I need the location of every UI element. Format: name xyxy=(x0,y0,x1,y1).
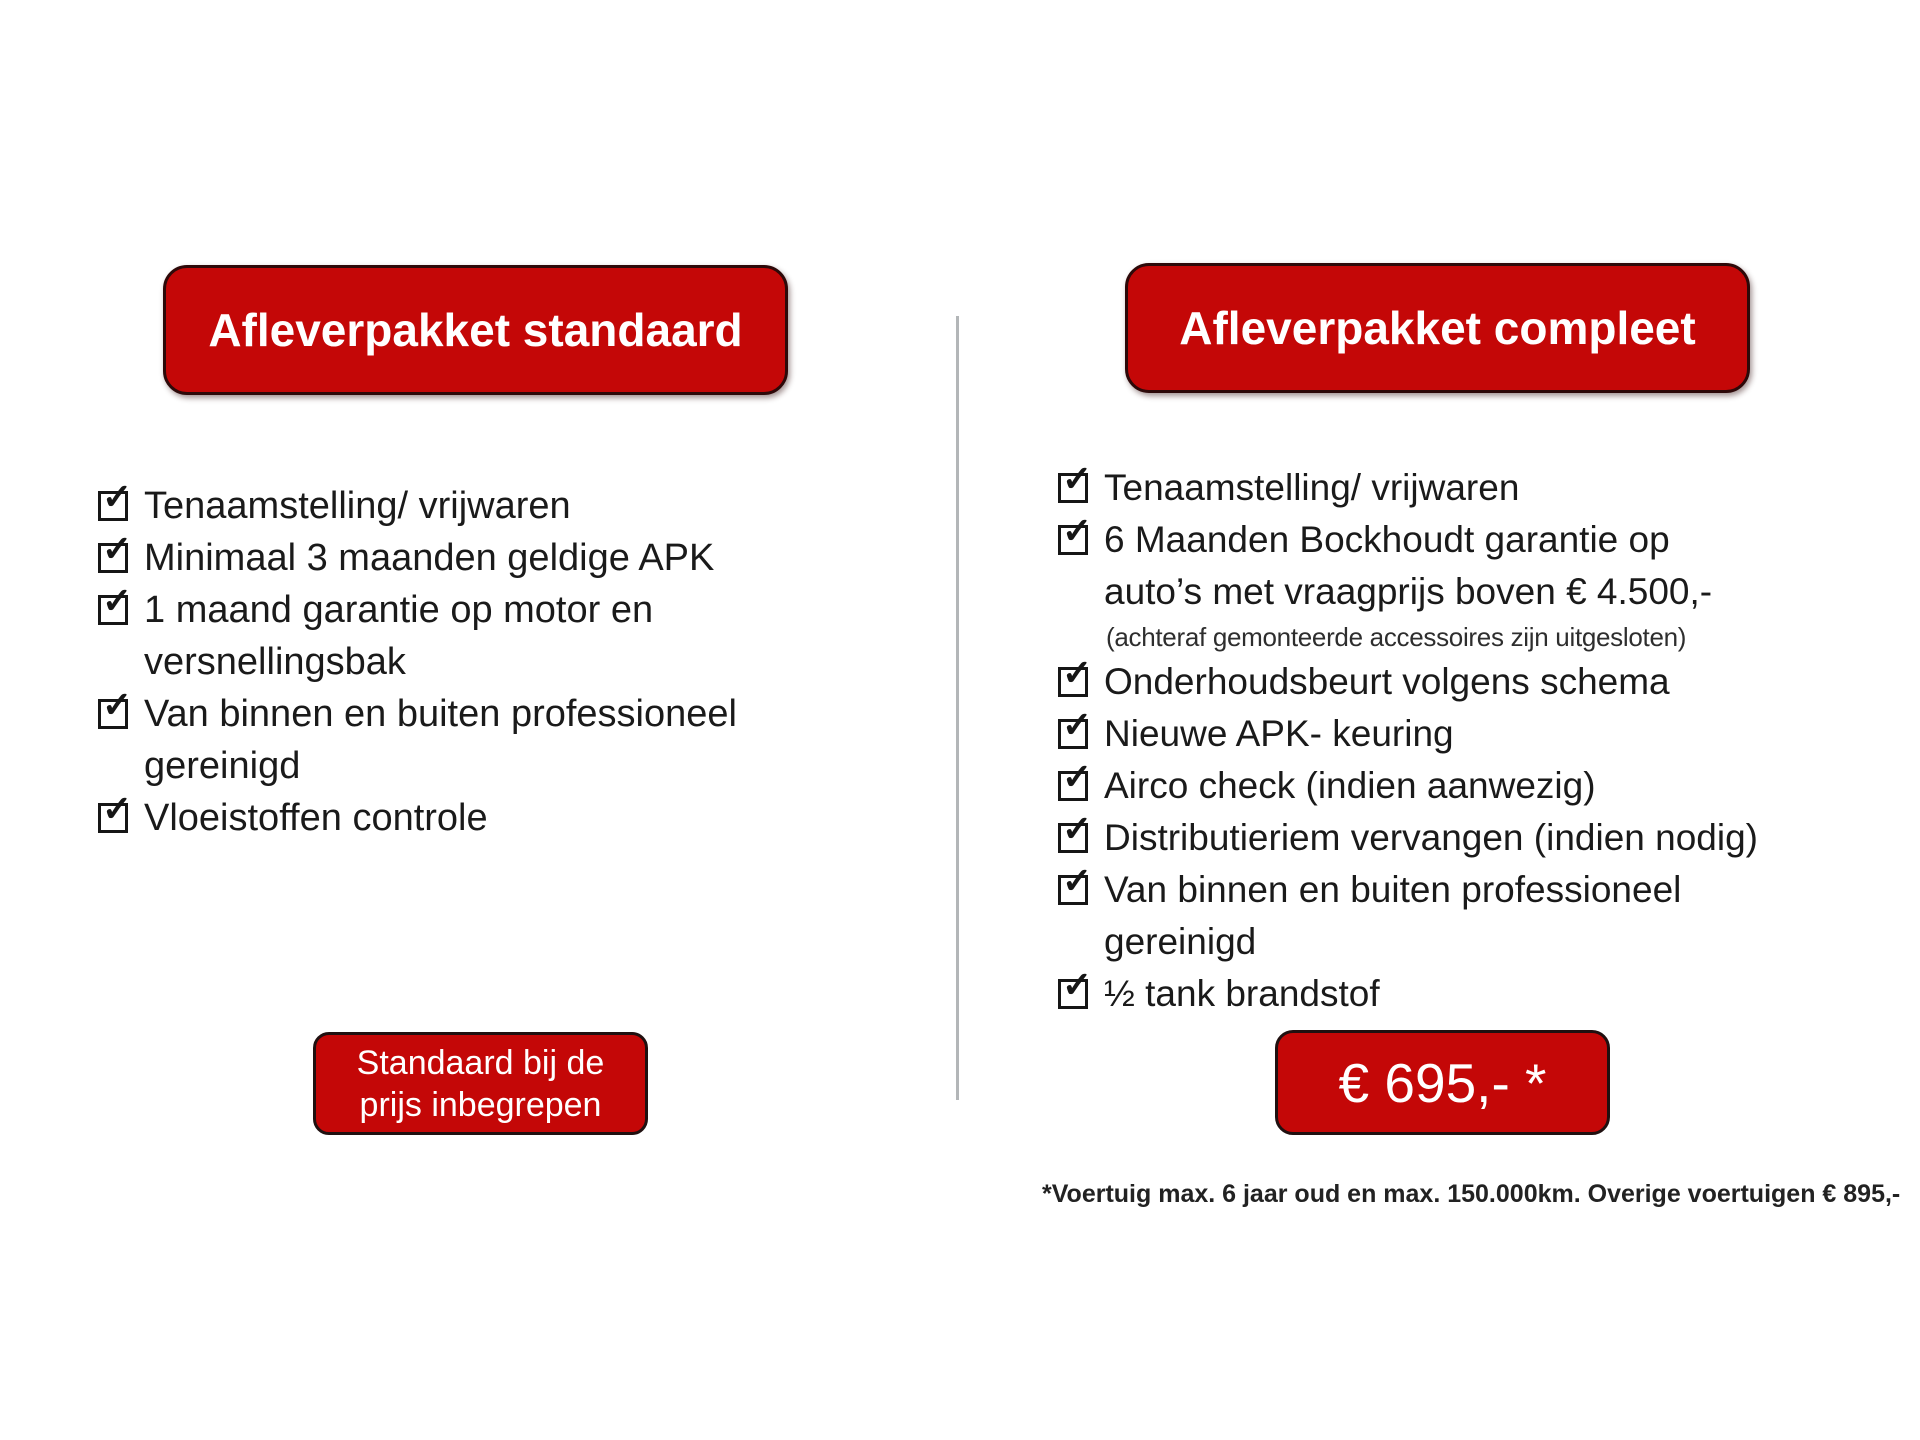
checklist-item xyxy=(1058,458,1888,514)
complete-package-title: Afleverpakket compleet xyxy=(1179,302,1696,354)
checked-checkbox-icon: ✓ xyxy=(1058,823,1088,853)
checklist-item xyxy=(1058,808,1888,864)
price-box xyxy=(1275,1030,1610,1135)
checklist-note: (achteraf gemonteerde accessoires zijn uitgesloten) xyxy=(1106,622,1687,652)
checklist-item xyxy=(1058,704,1888,760)
checked-checkbox-icon: ✓ xyxy=(98,491,128,521)
checked-checkbox-icon: ✓ xyxy=(98,543,128,573)
checklist-line: Minimaal 3 maanden geldige APK xyxy=(144,537,715,579)
checked-checkbox-icon: ✓ xyxy=(98,699,128,729)
price-footnote: *Voertuig max. 6 jaar oud en max. 150.000km. Overige voertuigen € 895,- xyxy=(1042,1180,1901,1208)
checklist-line: auto’s met vraagprijs boven € 4.500,- xyxy=(1104,571,1713,612)
checked-checkbox-icon: ✓ xyxy=(98,803,128,833)
checklist-item xyxy=(98,528,798,584)
checked-checkbox-icon: ✓ xyxy=(1058,875,1088,905)
checklist-item xyxy=(98,684,798,792)
checklist-item xyxy=(1058,652,1888,708)
checklist-item xyxy=(98,788,798,844)
checklist-line: Van binnen en buiten professioneel xyxy=(1104,869,1682,910)
checklist-line: Onderhoudsbeurt volgens schema xyxy=(1104,661,1670,702)
badge-line: prijs inbegrepen xyxy=(359,1085,602,1124)
checklist-line: Airco check (indien aanwezig) xyxy=(1104,765,1596,806)
checklist-item xyxy=(98,580,798,688)
checked-checkbox-icon: ✓ xyxy=(1058,979,1088,1009)
checklist-line: gereinigd xyxy=(144,745,301,787)
included-in-price-badge xyxy=(313,1032,648,1135)
checked-checkbox-icon: ✓ xyxy=(1058,473,1088,503)
checklist-line: 1 maand garantie op motor en xyxy=(144,589,654,631)
checklist-line: Nieuwe APK- keuring xyxy=(1104,713,1454,754)
checked-checkbox-icon: ✓ xyxy=(1058,525,1088,555)
checklist-item xyxy=(1058,756,1888,812)
checklist-line: ½ tank brandstof xyxy=(1104,973,1380,1014)
checklist-line: versnellingsbak xyxy=(144,641,406,683)
price-value: € 695,- * xyxy=(1338,1051,1547,1114)
checklist-item xyxy=(1058,860,1888,968)
checklist-item xyxy=(1058,964,1888,1020)
checked-checkbox-icon: ✓ xyxy=(98,595,128,625)
checklist-line: Tenaamstelling/ vrijwaren xyxy=(1104,467,1520,508)
checklist-item xyxy=(98,476,798,532)
checklist-line: gereinigd xyxy=(1104,921,1257,962)
complete-checklist xyxy=(1058,458,1888,1020)
checked-checkbox-icon: ✓ xyxy=(1058,719,1088,749)
checklist-line: Distributieriem vervangen (indien nodig) xyxy=(1104,817,1758,858)
checklist-line: Tenaamstelling/ vrijwaren xyxy=(144,485,571,527)
badge-line: Standaard bij de xyxy=(356,1043,605,1082)
checklist-item xyxy=(1058,510,1888,656)
standard-package-title: Afleverpakket standaard xyxy=(208,304,743,356)
checklist-line: Van binnen en buiten professioneel xyxy=(144,693,737,735)
checklist-line: 6 Maanden Bockhoudt garantie op xyxy=(1104,519,1670,560)
checked-checkbox-icon: ✓ xyxy=(1058,771,1088,801)
standard-package-title-box xyxy=(163,265,788,395)
complete-package-title-box xyxy=(1125,263,1750,393)
standard-checklist xyxy=(98,476,798,844)
checklist-line: Vloeistoffen controle xyxy=(144,797,488,839)
checked-checkbox-icon: ✓ xyxy=(1058,667,1088,697)
column-divider xyxy=(956,316,959,1100)
